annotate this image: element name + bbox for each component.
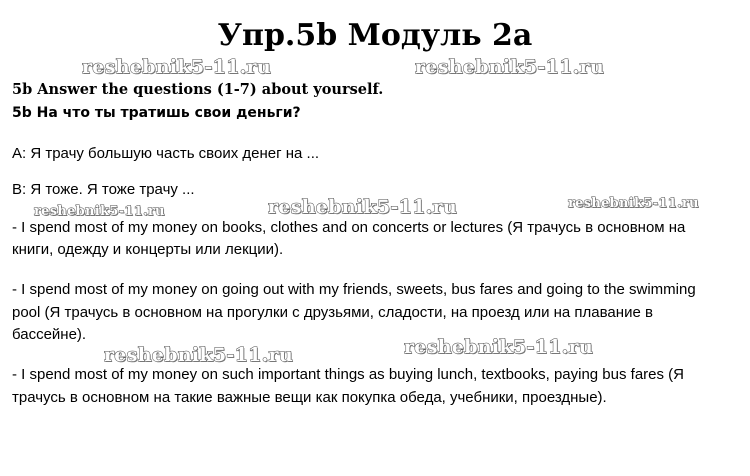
answer-line: - I spend most of my money on such important things as buying lunch, textbooks, paying bus fares (Я: [12, 366, 685, 383]
watermark: reshebnik5-11.ru: [568, 196, 699, 211]
watermark: reshebnik5-11.ru: [268, 196, 457, 218]
watermark: reshebnik5-11.ru: [404, 336, 593, 358]
exercise-heading-english: 5b Answer the questions (1-7) about yourself.: [12, 81, 384, 98]
answer-line: pool (Я трачусь в основном на прогулки с друзьями, сладости, на проезд или на плавание в: [12, 304, 653, 321]
answer-line: трачусь в основном на такие важные вещи как покупка обеда, учебники, проездные).: [12, 389, 607, 406]
answer-line: - I spend most of my money on going out with my friends, sweets, bus fares and going to the swimming: [12, 281, 696, 298]
watermark: reshebnik5-11.ru: [415, 56, 604, 78]
answer-line: - I spend most of my money on books, clothes and on concerts or lectures (Я трачусь в основном на: [12, 219, 686, 236]
dialog-line-a: A: Я трачу большую часть своих денег на ...: [12, 145, 320, 162]
watermark: reshebnik5-11.ru: [104, 344, 293, 366]
watermark: reshebnik5-11.ru: [82, 56, 271, 78]
page-title: Упр.5b Модуль 2a: [217, 18, 533, 53]
answer-line: бассейне).: [12, 326, 87, 343]
dialog-line-b: B: Я тоже. Я тоже трачу ...: [12, 181, 195, 198]
exercise-heading-russian: 5b На что ты тратишь свои деньги?: [12, 105, 301, 121]
answer-line: книги, одежду и концерты или лекции).: [12, 241, 284, 258]
watermark: reshebnik5-11.ru: [34, 204, 165, 219]
